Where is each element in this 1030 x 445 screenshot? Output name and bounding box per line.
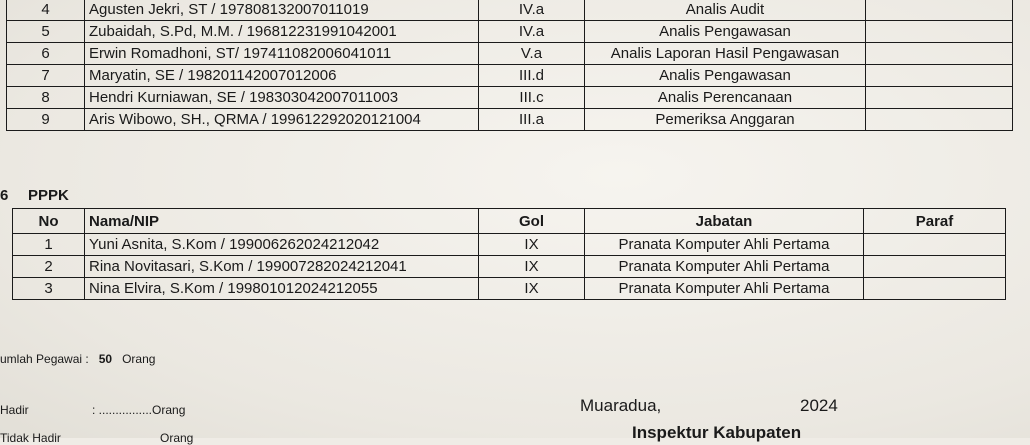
table-row xyxy=(7,109,1013,131)
employee-count-unit: Orang xyxy=(122,352,156,366)
cell-gol: III.c xyxy=(479,87,585,109)
cell-no: 7 xyxy=(7,65,85,87)
cell-jabatan: Pranata Komputer Ahli Pertama xyxy=(585,234,864,256)
cell-jabatan: Pemeriksa Anggaran xyxy=(585,109,866,131)
cell-paraf xyxy=(864,234,1006,256)
cell-no: 9 xyxy=(7,109,85,131)
present-line xyxy=(0,403,186,417)
signature-place: Muaradua, xyxy=(580,396,662,415)
employee-count xyxy=(0,352,155,366)
absent-line xyxy=(0,431,194,445)
cell-no: 4 xyxy=(7,0,85,21)
employee-count-label: umlah Pegawai : xyxy=(0,352,89,366)
table-row xyxy=(7,0,1013,21)
cell-no: 5 xyxy=(7,21,85,43)
table-row xyxy=(13,256,1006,278)
cell-no: 8 xyxy=(7,87,85,109)
cell-gol: IX xyxy=(479,278,585,300)
cell-jabatan: Pranata Komputer Ahli Pertama xyxy=(585,278,864,300)
cell-no: 1 xyxy=(13,234,85,256)
section-number: 6 xyxy=(0,187,9,204)
cell-nama-nip: Maryatin, SE / 198201142007012006 xyxy=(85,65,479,87)
cell-gol: III.a xyxy=(479,109,585,131)
cell-paraf xyxy=(866,109,1013,131)
header-no: No xyxy=(13,209,85,234)
cell-paraf xyxy=(864,278,1006,300)
header-jabatan: Jabatan xyxy=(585,209,864,234)
present-value: : ................Orang xyxy=(92,403,186,417)
cell-gol: V.a xyxy=(479,43,585,65)
absent-value: Orang xyxy=(160,431,194,445)
cell-gol: IX xyxy=(479,256,585,278)
signature-title: Inspektur Kabupaten xyxy=(632,423,802,442)
cell-gol: IV.a xyxy=(479,0,585,21)
cell-gol: IX xyxy=(479,234,585,256)
cell-jabatan: Analis Laporan Hasil Pengawasan xyxy=(585,43,866,65)
cell-nama-nip: Rina Novitasari, S.Kom / 199007282024212041 xyxy=(85,256,479,278)
cell-jabatan: Analis Audit xyxy=(585,0,866,21)
cell-jabatan: Pranata Komputer Ahli Pertama xyxy=(585,256,864,278)
signature-year: 2024 xyxy=(800,396,838,415)
cell-nama-nip: Zubaidah, S.Pd, M.M. / 196812231991042001 xyxy=(85,21,479,43)
present-label: Hadir xyxy=(0,403,29,417)
table-row xyxy=(7,65,1013,87)
cell-gol: IV.a xyxy=(479,21,585,43)
cell-no: 2 xyxy=(13,256,85,278)
cell-paraf xyxy=(864,256,1006,278)
cell-nama-nip: Hendri Kurniawan, SE / 198303042007011003 xyxy=(85,87,479,109)
pppk-section-heading xyxy=(0,187,69,204)
cell-paraf xyxy=(866,43,1013,65)
table-row xyxy=(7,21,1013,43)
cell-nama-nip: Aris Wibowo, SH., QRMA / 199612292020121004 xyxy=(85,109,479,131)
employee-count-value: 50 xyxy=(98,352,113,366)
cell-paraf xyxy=(866,21,1013,43)
cell-paraf xyxy=(866,87,1013,109)
table-row xyxy=(7,87,1013,109)
table-header-row xyxy=(13,209,1006,234)
table-row xyxy=(13,278,1006,300)
cell-nama-nip: Erwin Romadhoni, ST/ 197411082006041011 xyxy=(85,43,479,65)
header-nama: Nama/NIP xyxy=(85,209,479,234)
cell-jabatan: Analis Pengawasan xyxy=(585,21,866,43)
pppk-table-body xyxy=(13,234,1006,300)
cell-nama-nip: Yuni Asnita, S.Kom / 199006262024212042 xyxy=(85,234,479,256)
cell-jabatan: Analis Pengawasan xyxy=(585,65,866,87)
cell-no: 3 xyxy=(13,278,85,300)
pppk-table xyxy=(12,208,1006,300)
cell-paraf xyxy=(866,65,1013,87)
cell-nama-nip: Nina Elvira, S.Kom / 199801012024212055 xyxy=(85,278,479,300)
table-row xyxy=(7,43,1013,65)
table-row xyxy=(13,234,1006,256)
cell-gol: III.d xyxy=(479,65,585,87)
pns-table-body xyxy=(7,0,1013,131)
absent-label: Tidak Hadir xyxy=(0,431,61,445)
cell-no: 6 xyxy=(7,43,85,65)
header-paraf: Paraf xyxy=(864,209,1006,234)
cell-nama-nip: Agusten Jekri, ST / 197808132007011019 xyxy=(85,0,479,21)
cell-paraf xyxy=(866,0,1013,21)
header-gol: Gol xyxy=(479,209,585,234)
cell-jabatan: Analis Perencanaan xyxy=(585,87,866,109)
section-title: PPPK xyxy=(28,187,69,204)
pns-table xyxy=(6,0,1013,131)
